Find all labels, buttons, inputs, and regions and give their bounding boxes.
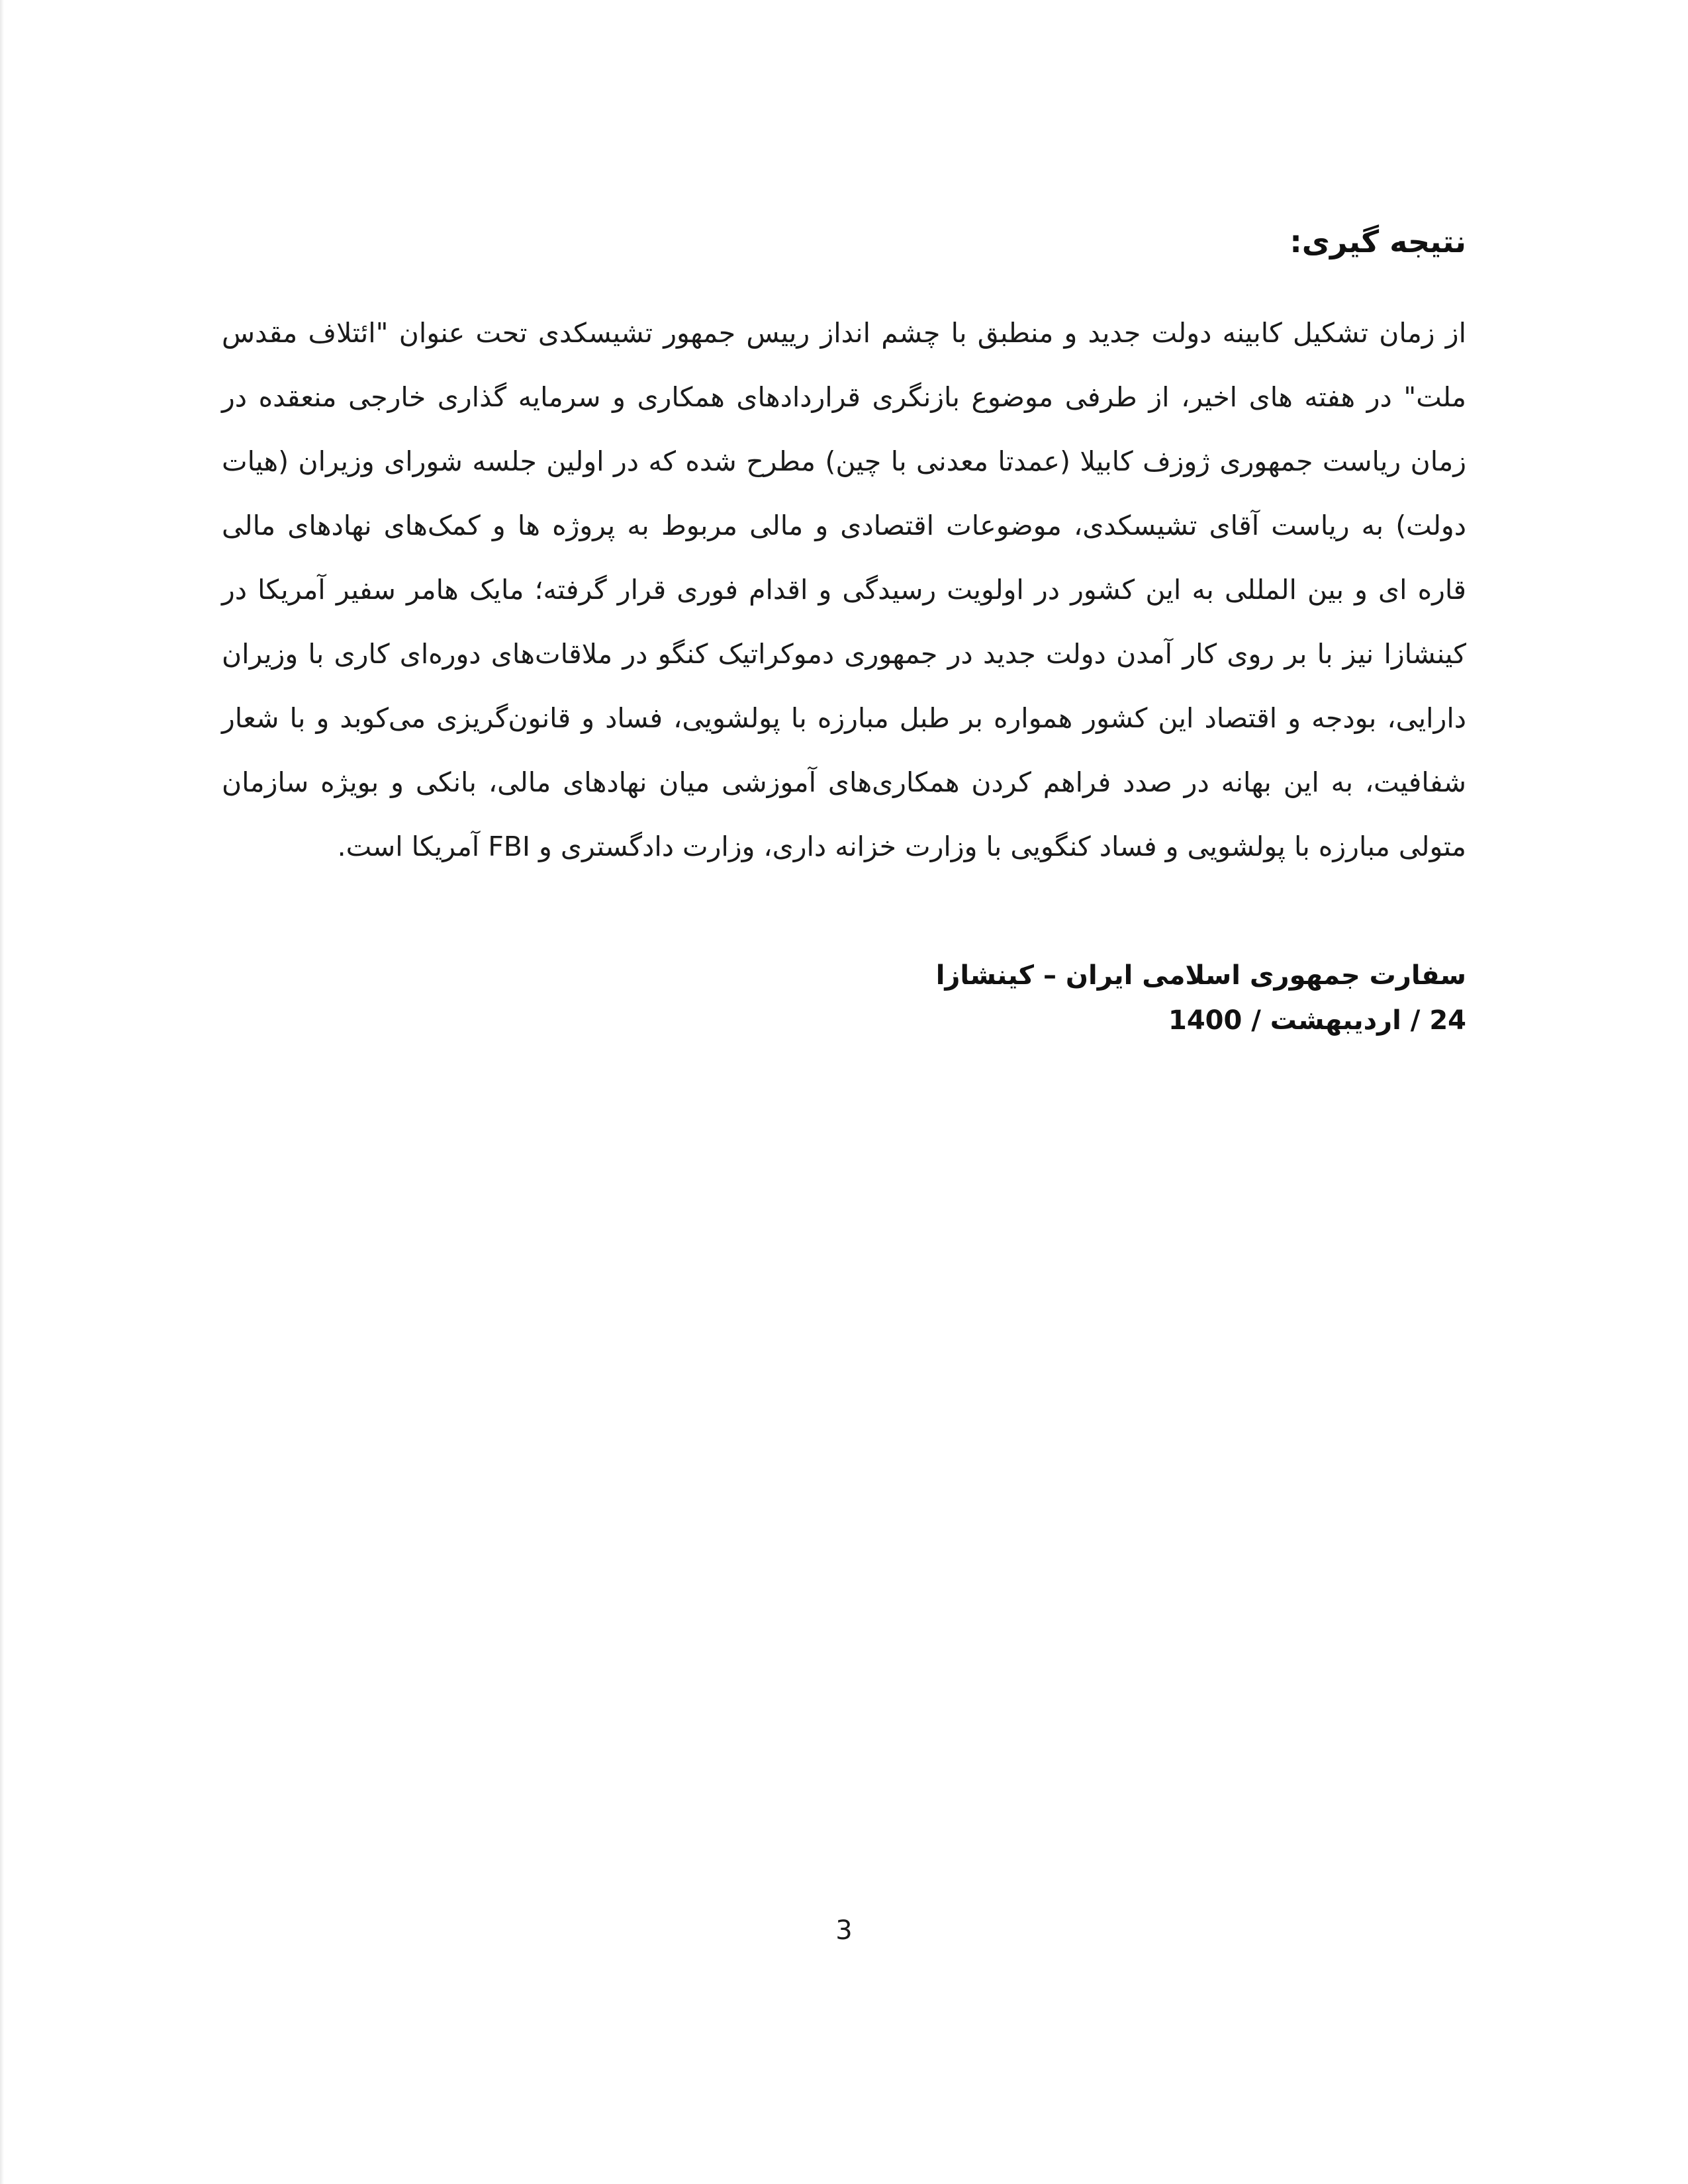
signature-block	[672, 953, 1466, 1043]
section-heading: نتیجه گیری:	[1289, 224, 1466, 259]
scan-edge-shadow	[0, 0, 4, 2184]
signature-date: 24 / اردیبهشت / 1400	[1168, 1005, 1466, 1036]
body-paragraph: از زمان تشکیل کابینه دولت جدید و منطبق با چشم انداز رییس جمهور تشیسکدی تحت عنوان "ائتلاف مقدس ملت" در هفته های اخیر، از طرفی موضوع بازنگری قراردادهای همکاری و سرمایه گذاری خارجی منعقده در زمان ریاست جمهوری ژوزف کابیلا (عمدتا معدنی با چین) مطرح شده که در اولین جلسه شورای وزیران (هیات دولت) به ریاست آقای تشیسکدی، موضوعات اقتصادی و مالی مربوط به پروژه ها و کمک‌های نهادهای مالی قاره ای و بین المللی به این کشور در اولویت رسیدگی و اقدام فوری قرار گرفته؛ مایک هامر سفیر آمریکا در کینشازا نیز با بر روی کار آمدن دولت جدید در جمهوری دموکراتیک کنگو در ملاقات‌های دوره‌ای کاری با وزیران دارایی، بودجه و اقتصاد این کشور همواره بر طبل مبارزه با پولشویی، فساد و قانون‌گریزی می‌کوبد و با شعار شفافیت، به این بهانه در صدد فراهم کردن همکاری‌های آموزشی میان نهادهای مالی، بانکی و بویژه سازمان متولی مبارزه با پولشویی و فساد کنگویی با وزارت خزانه داری، وزارت دادگستری و FBI آمریکا است.	[222, 317, 1466, 862]
page-number: 3	[835, 1915, 853, 1946]
signature-issuer: سفارت جمهوری اسلامی ایران – کینشازا	[935, 960, 1466, 991]
